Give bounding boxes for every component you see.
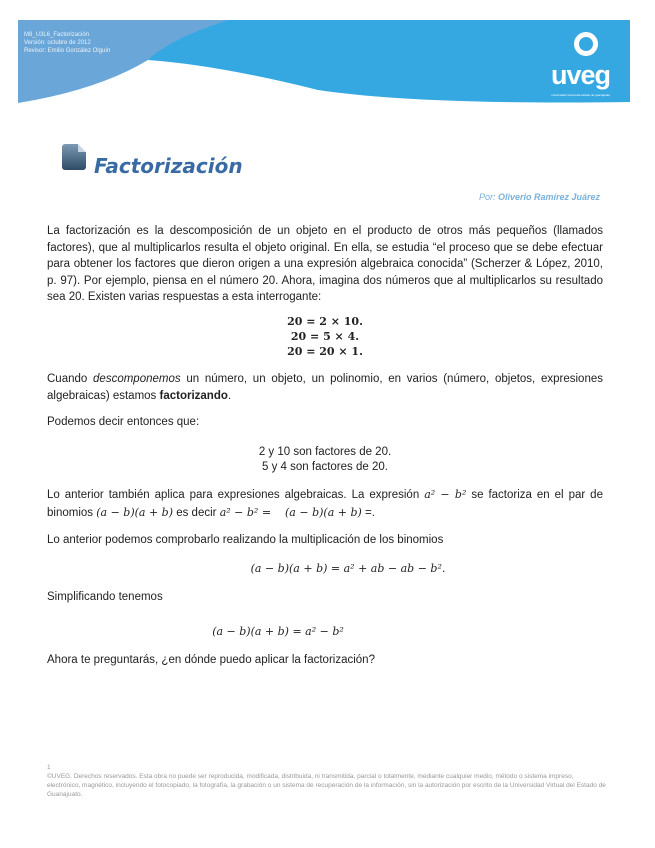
text: un número, un objeto, un polinomio, en varios (número, objetos, expresiones algebraicas) estamos <box>47 373 603 402</box>
page-number: 1 <box>47 764 51 771</box>
text: se factoriza en el par de binomios <box>47 489 603 519</box>
equation: 20 = 20 × 1. <box>287 345 363 358</box>
text: Cuando <box>47 373 94 385</box>
math: (a − b)(a + b) = a² − b² <box>212 625 344 638</box>
paragraph-comprobar: Lo anterior podemos comprobarlo realizando la multiplicación de los binomios <box>47 534 444 546</box>
paragraph-descomponer <box>47 371 603 404</box>
text: es decir <box>173 507 220 519</box>
equation-expansion <box>70 561 626 577</box>
math: a² − b² <box>424 488 467 501</box>
uveg-logo-subtitle: universidad virtual del estado de guanajuato <box>551 93 610 97</box>
doc-version: Versión: octubre de 2012 <box>24 40 91 46</box>
footer <box>47 763 607 799</box>
header-banner <box>18 20 630 103</box>
paragraph-question: Ahora te preguntarás, ¿en dónde puedo aplicar la factorización? <box>47 654 375 666</box>
paragraph-algebraicas <box>47 486 603 522</box>
document-icon <box>62 144 86 170</box>
equation: 20 = 5 × 4. <box>290 330 360 343</box>
copyright-notice: ©UVEG. Derechos reservados. Esta obra no puede ser reproducida, modificada, distribuida, ni transmitida, parcial o totalmente, mediante cualquier medio, método o sistema impreso, electrónico, magnético, incluyendo el fotocopiado, la fotografía, la grabación o un sistema de recuperación de la información, sin la autorización por escrito de la Universidad Virtual del Estado de Guanajuato. <box>47 773 606 798</box>
equation: 20 = 2 × 10. <box>287 315 363 328</box>
author-name: Oliverio Ramírez Juárez <box>497 192 600 202</box>
doc-reviewer: Revisor: Emilio González Olguín <box>24 48 111 54</box>
paragraph-podemos: Podemos decir entonces que: <box>47 416 200 428</box>
equation-result <box>0 624 556 640</box>
text: =. <box>361 507 375 519</box>
author-line <box>479 192 600 202</box>
bold-text: factorizando <box>159 389 228 402</box>
equations-20 <box>47 314 603 359</box>
text: . <box>227 389 232 402</box>
italic-text: descomponemos <box>93 373 181 385</box>
factor-line: 2 y 10 son factores de 20. <box>258 446 392 458</box>
author-prefix: Por: <box>478 192 498 202</box>
uveg-logo-icon <box>574 32 598 56</box>
factor-line: 5 y 4 son factores de 20. <box>262 461 388 473</box>
text: Lo anterior también aplica para expresiones algebraicas. La expresión <box>47 489 425 501</box>
factors-list <box>47 445 603 475</box>
doc-code: M8_U3L6_Factorización <box>24 32 90 38</box>
paragraph-simplificando: Simplificando tenemos <box>47 591 163 603</box>
uveg-logo: uveg <box>550 60 610 90</box>
math: (a − b)(a + b) = a² + ab − ab − b². <box>250 562 446 575</box>
paragraph-intro: La factorización es la descomposición de un objeto en el producto de otros más pequeños (llamados factores), que al multiplicarlos resulta el objeto original. En ella, se estudia “el proceso que se debe efectuar para obtener los factores que dieron origen a una expresión algebraica conocida” (Scherzer & López, 2010, p. 97). Por ejemplo, piensa en el número 20. Ahora, imagina dos números que al multiplicarlos su resultado sea 20. Existen varias respuestas a esta interrogante: <box>47 225 603 303</box>
page-title: Factorización <box>94 154 243 178</box>
document-meta <box>24 31 110 55</box>
math: a² − b² = (a − b)(a + b) <box>219 506 362 519</box>
math: (a − b)(a + b) <box>96 506 174 519</box>
